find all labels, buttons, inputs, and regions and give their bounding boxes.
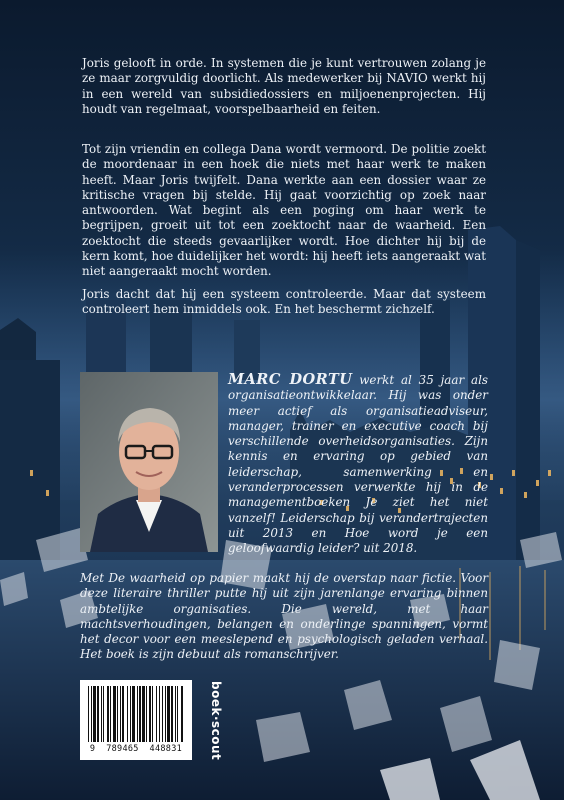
barcode-bar: [137, 686, 138, 742]
barcode-bar: [139, 686, 141, 742]
barcode-bar: [171, 686, 173, 742]
barcode-bar: [97, 686, 99, 742]
author-photo: [80, 372, 218, 552]
barcode-lead-digit: 9: [89, 744, 96, 754]
barcode-bar: [156, 686, 157, 742]
barcode-group-2: 448831: [149, 744, 183, 754]
author-bio-text: werkt al 35 jaar als organisatieontwikkelaar. Hij was onder meer actief als organisatieadviseur, manager, trainer en executive coach bij verschillende overheidsorganisaties. Zijn kennis en ervaring op gebied van leiderschap, samenwerking en veranderprocessen verwerkte hij in de managementboeken Je ziet het niet vanzelf! Leiderschap bij verandertrajecten uit 2013 en Hoe word je een geloofwaardig leider? uit 2018.: [228, 373, 488, 556]
barcode-bar: [167, 686, 170, 742]
barcode-bar: [107, 686, 109, 742]
barcode-bar: [120, 686, 121, 742]
barcode-bar: [113, 686, 116, 742]
barcode-bar: [181, 686, 183, 742]
barcode-bar: [88, 686, 89, 742]
barcode-bar: [165, 686, 166, 742]
barcode-bar: [149, 686, 151, 742]
isbn-barcode: [80, 680, 192, 760]
barcode-bar: [159, 686, 160, 742]
barcode-bar: [101, 686, 102, 742]
blurb-paragraph-2: Tot zijn vriendin en collega Dana wordt vermoord. De politie zoekt de moordenaar in een hoek die niets met haar werk te maken heeft. Maar Joris twijfelt. Dana werkte aan een dossier waar ze kritische vragen bij stelde. Hij gaat voorzichtig op zoek naar antwoorden. Wat begint als een poging om haar werk te begrijpen, groeit uit tot een zoektocht naar de waarheid. Een zoektocht die steeds gevaarlijker wordt. Hoe dichter hij bij de kern komt, hoe duidelijker het wordt: hij heeft iets aangeraakt wat niet aangeraakt mocht worden.: [82, 142, 486, 279]
barcode-bar: [122, 686, 124, 742]
barcode-digits: [80, 744, 192, 754]
blurb-paragraph-3: Joris dacht dat hij een systeem controleerde. Maar dat systeem controleert hem inmiddels ook. En het beschermt zichzelf.: [82, 287, 486, 317]
barcode-bar: [175, 686, 176, 742]
barcode-bar: [103, 686, 104, 742]
barcode-bar: [132, 686, 135, 742]
barcode-bar: [117, 686, 118, 742]
barcode-bar: [177, 686, 178, 742]
barcode-group-1: 789465: [106, 744, 139, 754]
barcode-bar: [142, 686, 145, 742]
author-name: MARC DORTU: [228, 371, 353, 388]
barcode-bar: [127, 686, 128, 742]
barcode-bar: [152, 686, 153, 742]
barcode-bar: [146, 686, 147, 742]
blurb-paragraph-1: Joris gelooft in orde. In systemen die je kunt vertrouwen zolang je ze maar zorgvuldig doorlicht. Als medewerker bij NAVIO werkt hij in een wereld van subsidiedossiers en miljoenenprojecten. Hij houdt van regelmaat, voorspelbaarheid en feiten.: [82, 56, 486, 116]
barcode-bar: [93, 686, 96, 742]
barcode-bar: [110, 686, 111, 742]
author-bio: [228, 372, 488, 557]
barcode-bar: [162, 686, 163, 742]
barcode-bar: [130, 686, 131, 742]
author-fiction-paragraph: Met De waarheid op papier maakt hij de overstap naar fictie. Voor deze literaire thriller putte hij uit zijn jarenlange ervaring binnen ambtelijke organisaties. Die wereld, met haar machtsverhoudingen, belangen en onderlinge spanningen, vormt het decor voor een meeslepend en psychologisch geladen verhaal. Het boek is zijn debuut als romanschrijver.: [80, 571, 488, 662]
barcode-bar: [91, 686, 92, 742]
publisher-logo: boek·scout: [209, 681, 223, 761]
